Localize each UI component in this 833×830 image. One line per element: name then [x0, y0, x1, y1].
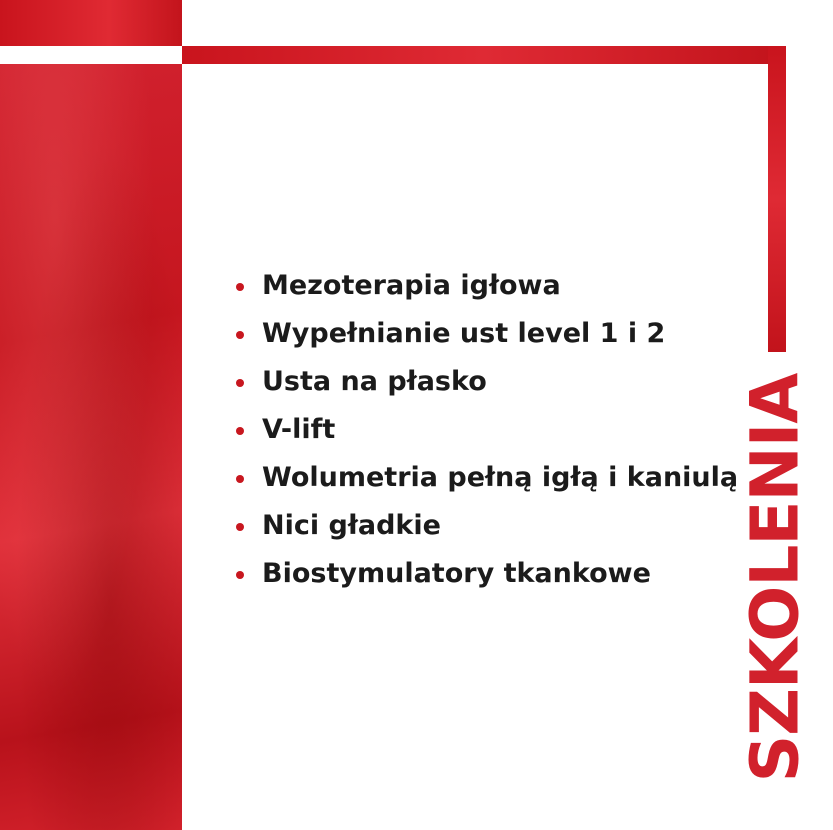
bullet-dot-icon — [236, 379, 244, 387]
list-item-label: Biostymulatory tkankowe — [262, 558, 651, 589]
list-item-label: V-lift — [262, 414, 336, 445]
training-list — [232, 262, 738, 598]
list-item — [232, 502, 738, 550]
list-item — [232, 550, 738, 598]
right-red-frame-band — [768, 46, 786, 352]
list-item — [232, 406, 738, 454]
top-right-white-corner — [786, 0, 833, 46]
bullet-dot-icon — [236, 523, 244, 531]
list-item — [232, 358, 738, 406]
bullet-dot-icon — [236, 283, 244, 291]
list-item — [232, 262, 738, 310]
top-left-red-strip — [0, 0, 182, 46]
list-item-label: Nici gładkie — [262, 510, 441, 541]
list-item-label: Usta na płasko — [262, 366, 487, 397]
bullet-dot-icon — [236, 427, 244, 435]
white-gap-band — [0, 46, 182, 64]
list-item-label: Wolumetria pełną igłą i kaniulą — [262, 462, 739, 493]
list-item — [232, 454, 738, 502]
bullet-dot-icon — [236, 571, 244, 579]
bullet-dot-icon — [236, 331, 244, 339]
list-item-label: Wypełnianie ust level 1 i 2 — [262, 318, 666, 349]
vertical-title-container — [736, 368, 814, 788]
list-item-label: Mezoterapia igłowa — [262, 270, 561, 301]
bullet-dot-icon — [236, 475, 244, 483]
list-item — [232, 310, 738, 358]
vertical-title: SZKOLENIA — [736, 373, 814, 783]
top-red-frame-band — [182, 46, 786, 64]
left-red-panel — [0, 64, 182, 830]
